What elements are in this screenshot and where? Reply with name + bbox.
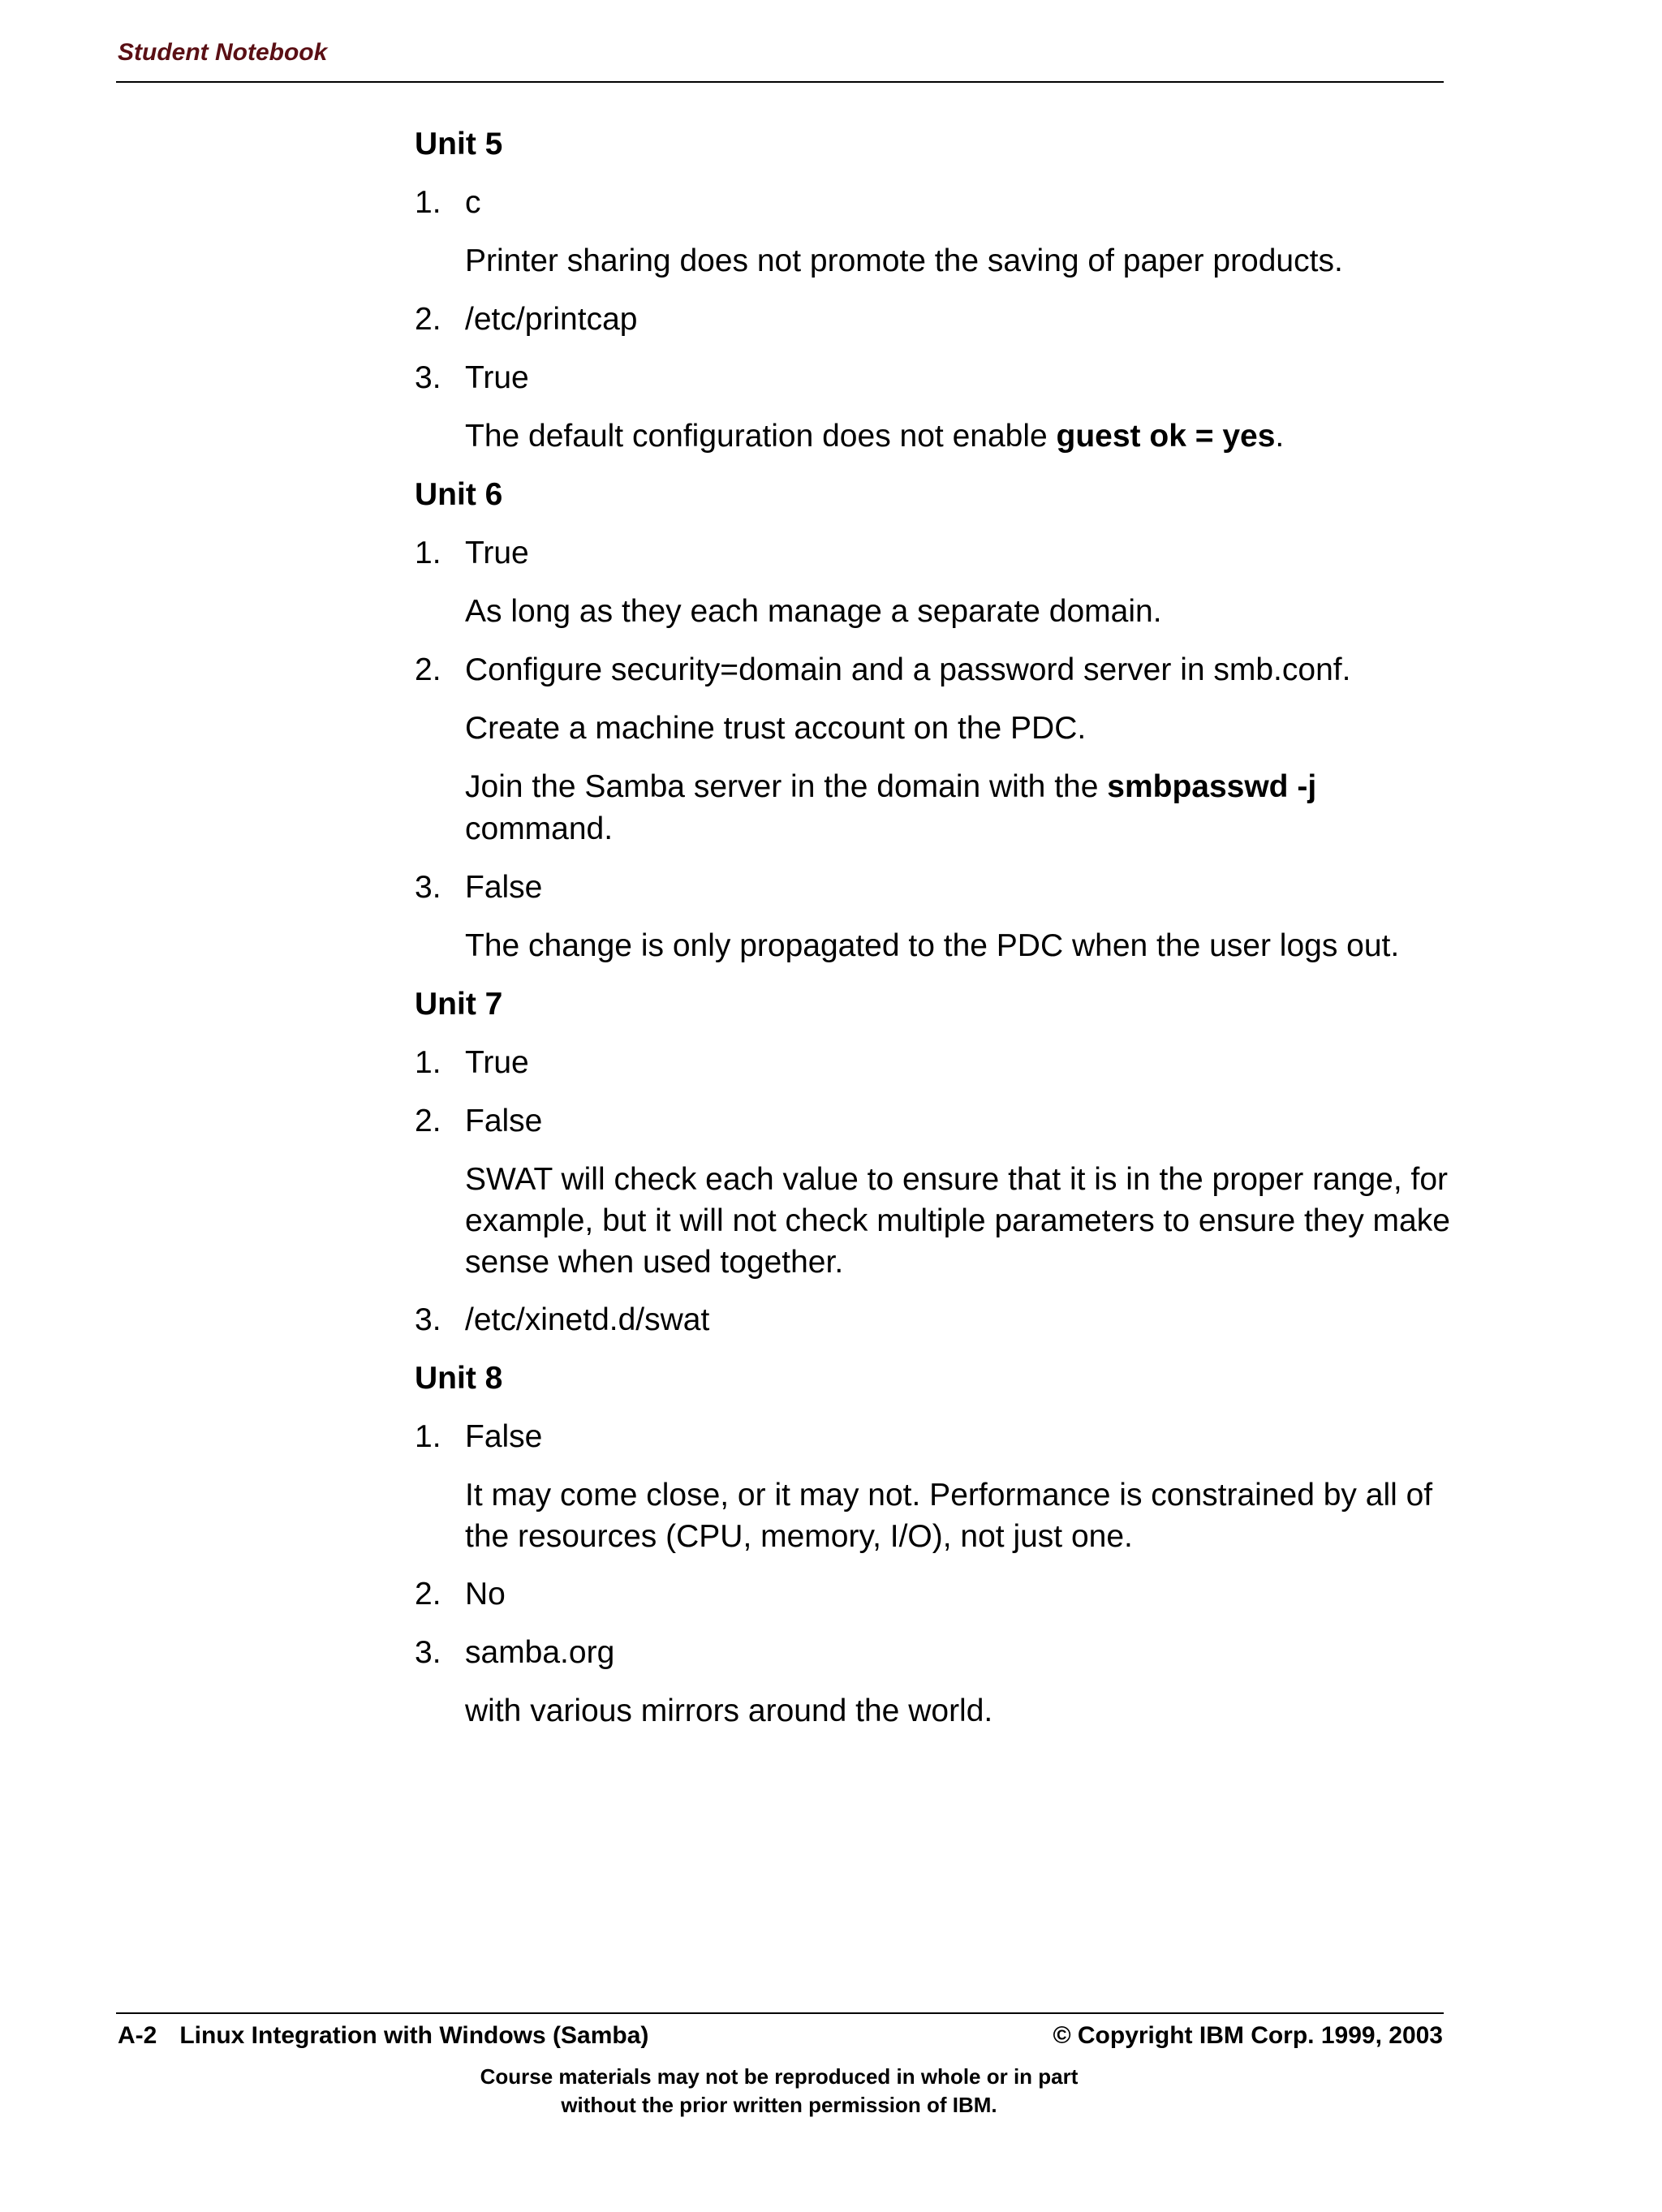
item-answer: /etc/xinetd.d/swat [465, 1302, 710, 1337]
command-name: smbpasswd -j [1107, 769, 1317, 804]
item-number: 2. [415, 652, 441, 687]
item-note: The change is only propagated to the PDC when the user logs out. [465, 928, 1400, 963]
unit-heading: Unit 8 [415, 1361, 503, 1396]
item-answer: c [465, 185, 481, 220]
list-item [415, 1299, 1470, 1341]
item-answer: True [465, 536, 529, 570]
item-number: 3. [415, 360, 441, 395]
item-answer: samba.org [465, 1635, 615, 1670]
item-number: 1. [415, 536, 441, 570]
item-answer: False [465, 1104, 543, 1138]
item-number: 3. [415, 1302, 441, 1337]
list-item [415, 867, 1470, 909]
list-item [415, 299, 1470, 341]
item-answer: Configure security=domain and a password server in smb.conf. [465, 652, 1351, 687]
note-text: Join the Samba server in the domain with the [465, 769, 1108, 804]
item-answer: True [465, 1045, 529, 1080]
note-text: . [1275, 419, 1285, 454]
item-answer: False [465, 1419, 543, 1454]
notice-line: without the prior written permission of IBM. [561, 2093, 997, 2117]
item-answer: No [465, 1577, 506, 1612]
item-number: 1. [415, 1045, 441, 1080]
footer-course-info [118, 2022, 648, 2050]
item-number: 2. [415, 302, 441, 337]
item-answer: True [465, 360, 529, 395]
answer-key-content [415, 123, 1470, 1749]
item-answer: /etc/printcap [465, 302, 638, 337]
course-title: Linux Integration with Windows (Samba) [179, 2022, 649, 2049]
item-number: 3. [415, 870, 441, 905]
item-number: 1. [415, 185, 441, 220]
list-item [415, 1416, 1470, 1458]
list-item [415, 1632, 1470, 1674]
item-number: 1. [415, 1419, 441, 1454]
running-header: Student Notebook [118, 39, 328, 66]
list-item [415, 357, 1470, 399]
item-note: It may come close, or it may not. Performance is constrained by all of the resources (CPU, memory, I/O), not just one. [465, 1478, 1433, 1554]
unit-heading: Unit 6 [415, 477, 503, 512]
list-item [415, 182, 1470, 224]
note-text: The default configuration does not enable [465, 419, 1057, 454]
reproduction-notice [0, 2063, 1558, 2119]
copyright-notice: © Copyright IBM Corp. 1999, 2003 [1053, 2022, 1443, 2049]
config-option: guest ok = yes [1056, 419, 1276, 454]
item-number: 2. [415, 1577, 441, 1612]
item-answer: False [465, 870, 543, 905]
notice-line: Course materials may not be reproduced in whole or in part [480, 2064, 1079, 2089]
item-note: As long as they each manage a separate domain. [465, 594, 1162, 629]
item-number: 2. [415, 1104, 441, 1138]
list-item [415, 1100, 1470, 1143]
list-item [415, 649, 1470, 691]
item-note: Printer sharing does not promote the saving of paper products. [465, 243, 1343, 278]
item-note [465, 766, 1470, 850]
item-note: SWAT will check each value to ensure that it is in the proper range, for example, but it will not check multiple parameters to ensure they make sense when used together. [465, 1162, 1450, 1280]
unit-heading: Unit 5 [415, 127, 503, 161]
list-item [415, 532, 1470, 575]
item-note: Create a machine trust account on the PDC. [465, 711, 1087, 746]
header-divider [116, 81, 1444, 83]
item-note: with various mirrors around the world. [465, 1693, 993, 1728]
unit-heading: Unit 7 [415, 987, 503, 1022]
footer-divider [116, 2012, 1444, 2014]
list-item [415, 1573, 1470, 1616]
list-item [415, 1042, 1470, 1084]
note-text: command. [465, 811, 614, 846]
item-note [465, 415, 1470, 458]
page-number: A-2 [118, 2022, 157, 2049]
item-number: 3. [415, 1635, 441, 1670]
